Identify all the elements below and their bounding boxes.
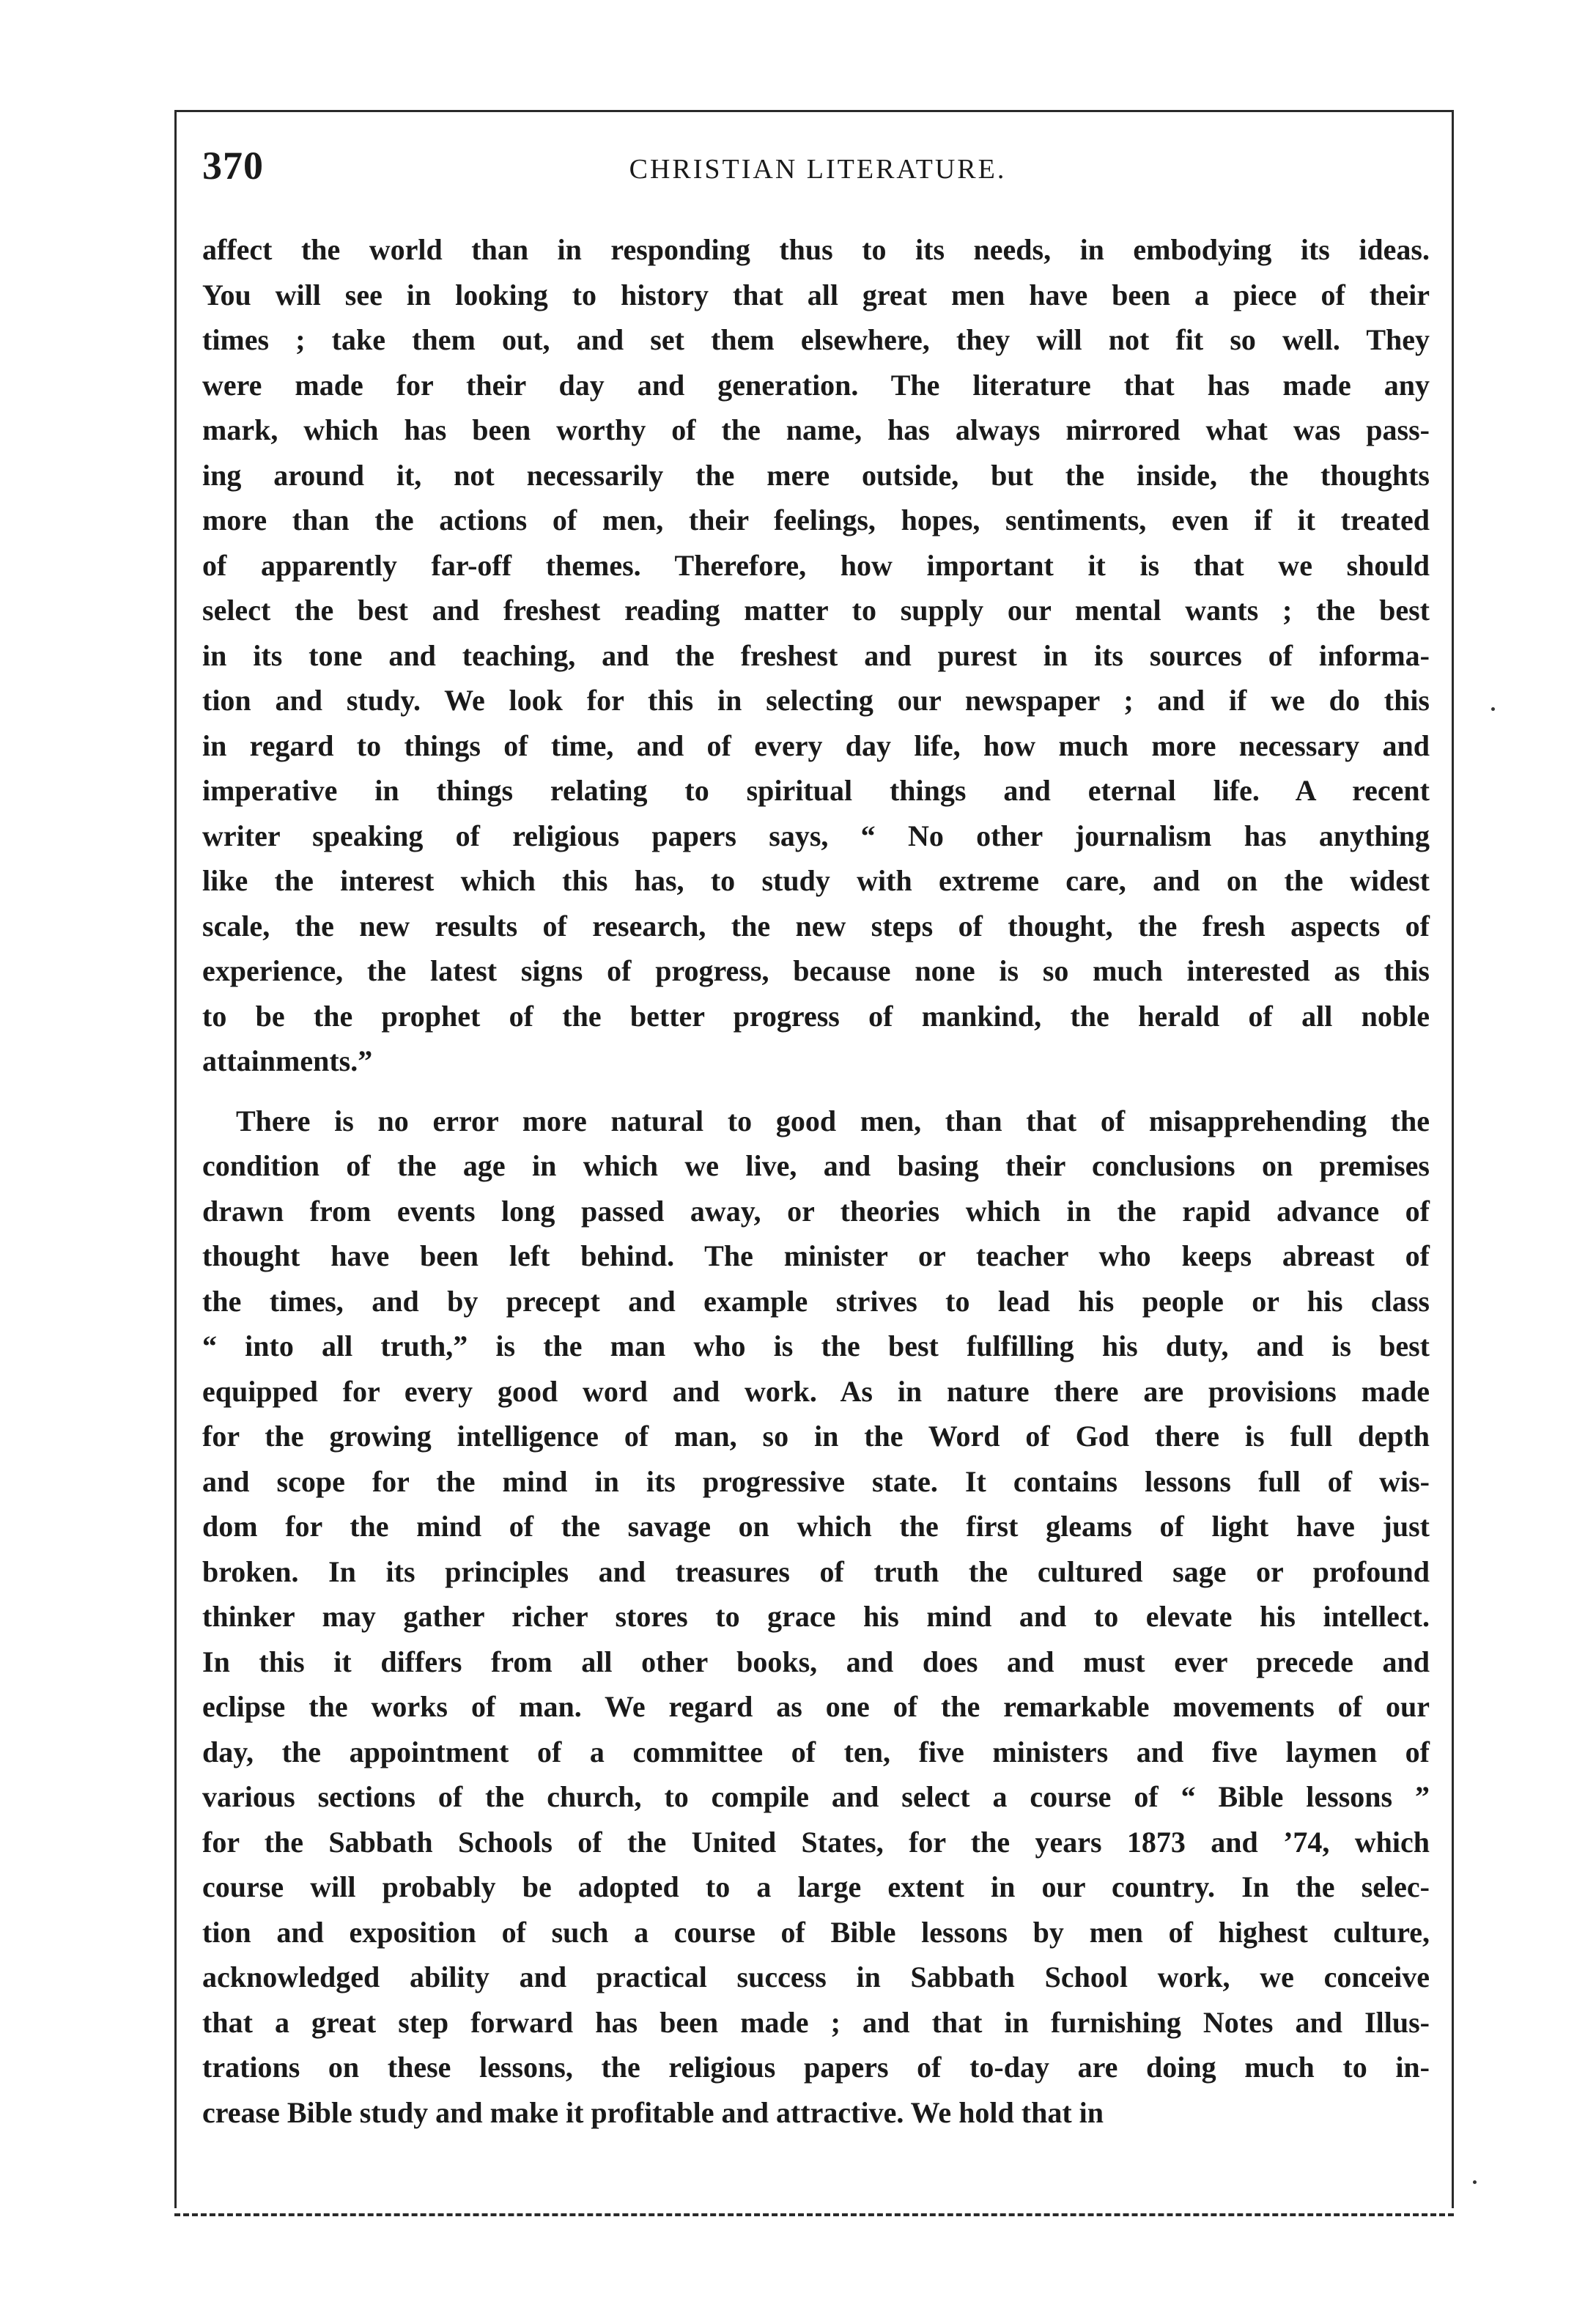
text-line: tion and study. We look for this in selecting our newspaper ; and if we do this	[202, 684, 1430, 717]
running-title: CHRISTIAN LITERATURE.	[629, 154, 1007, 185]
text-line: broken. In its principles and treasures of truth the cultured sage or profound	[202, 1554, 1430, 1588]
text-line: for the Sabbath Schools of the United States, for the years 1873 and ’74, which	[202, 1825, 1430, 1859]
bottom-rule	[174, 2213, 1454, 2216]
text-line: eclipse the works of man. We regard as one of the remarkable movements of our	[202, 1690, 1430, 1723]
paragraph-1	[202, 227, 1430, 1084]
body-text	[202, 227, 1430, 2135]
text-line: thought have been left behind. The minister or teacher who keeps abreast of	[202, 1239, 1430, 1272]
text-line: the times, and by precept and example strives to lead his people or his class	[202, 1284, 1430, 1318]
text-line: condition of the age in which we live, and basing their conclusions on premises	[202, 1149, 1430, 1182]
text-line: trations on these lessons, the religious papers of to-day are doing much to in-	[202, 2051, 1430, 2084]
text-line: equipped for every good word and work. As in nature there are provisions made	[202, 1374, 1430, 1408]
text-line: tion and exposition of such a course of Bible lessons by men of highest culture,	[202, 1915, 1430, 1949]
page-number: 370	[202, 144, 264, 188]
text-line: course will probably be adopted to a large extent in our country. In the selec-	[202, 1870, 1430, 1903]
text-line: select the best and freshest reading matter to supply our mental wants ; the best	[202, 594, 1430, 627]
text-line: scale, the new results of research, the new steps of thought, the fresh aspects of	[202, 909, 1430, 942]
text-line: attainments.”	[202, 1044, 373, 1077]
paragraph-gap	[202, 1084, 1430, 1099]
text-line: affect the world than in responding thus to its needs, in embodying its ideas.	[202, 233, 1430, 266]
text-line: times ; take them out, and set them elsewhere, they will not fit so well. They	[202, 323, 1430, 356]
text-line: for the growing intelligence of man, so in the Word of God there is full depth	[202, 1420, 1430, 1453]
text-line: dom for the mind of the savage on which the first gleams of light have just	[202, 1510, 1430, 1543]
text-line: mark, which has been worthy of the name, has always mirrored what was pass-	[202, 413, 1430, 446]
paragraph-2	[202, 1099, 1430, 2136]
text-line: writer speaking of religious papers says, “ No other journalism has anything	[202, 819, 1430, 852]
text-line: to be the prophet of the better progress of mankind, the herald of all noble	[202, 999, 1430, 1033]
text-line: and scope for the mind in its progressive state. It contains lessons full of wis-	[202, 1464, 1430, 1498]
text-line: acknowledged ability and practical success in Sabbath School work, we conceive	[202, 1960, 1430, 1993]
text-line: You will see in looking to history that all great men have been a piece of their	[202, 278, 1430, 311]
text-line: ing around it, not necessarily the mere outside, but the inside, the thoughts	[202, 458, 1430, 492]
text-line: that a great step forward has been made ; and that in furnishing Notes and Illus-	[202, 2005, 1430, 2039]
text-line: There is no error more natural to good men, than that of misapprehending the	[236, 1104, 1430, 1137]
text-line: imperative in things relating to spiritual things and eternal life. A recent	[202, 774, 1430, 807]
text-line: like the interest which this has, to study with extreme care, and on the widest	[202, 864, 1430, 897]
page-header	[202, 143, 1433, 194]
text-line: crease Bible study and make it profitable and attractive. We hold that in	[202, 2095, 1104, 2129]
text-line: of apparently far-off themes. Therefore, how important it is that we should	[202, 548, 1430, 582]
margin-speck	[1473, 2180, 1477, 2184]
text-line: in its tone and teaching, and the freshest and purest in its sources of informa-	[202, 638, 1430, 672]
text-line: various sections of the church, to compile and select a course of “ Bible lessons ”	[202, 1780, 1430, 1813]
text-line: more than the actions of men, their feelings, hopes, sentiments, even if it treated	[202, 503, 1430, 536]
margin-speck	[1491, 707, 1495, 711]
text-line: were made for their day and generation. The literature that has made any	[202, 368, 1430, 402]
text-line: thinker may gather richer stores to grace his mind and to elevate his intellect.	[202, 1600, 1430, 1633]
text-line: “ into all truth,” is the man who is the best fulfilling his duty, and is best	[202, 1329, 1430, 1362]
text-line: in regard to things of time, and of every day life, how much more necessary and	[202, 728, 1430, 762]
text-line: drawn from events long passed away, or theories which in the rapid advance of	[202, 1194, 1430, 1228]
text-line: experience, the latest signs of progress, because none is so much interested as this	[202, 954, 1430, 987]
text-line: day, the appointment of a committee of ten, five ministers and five laymen of	[202, 1735, 1430, 1768]
text-line: In this it differs from all other books, and does and must ever precede and	[202, 1645, 1430, 1678]
